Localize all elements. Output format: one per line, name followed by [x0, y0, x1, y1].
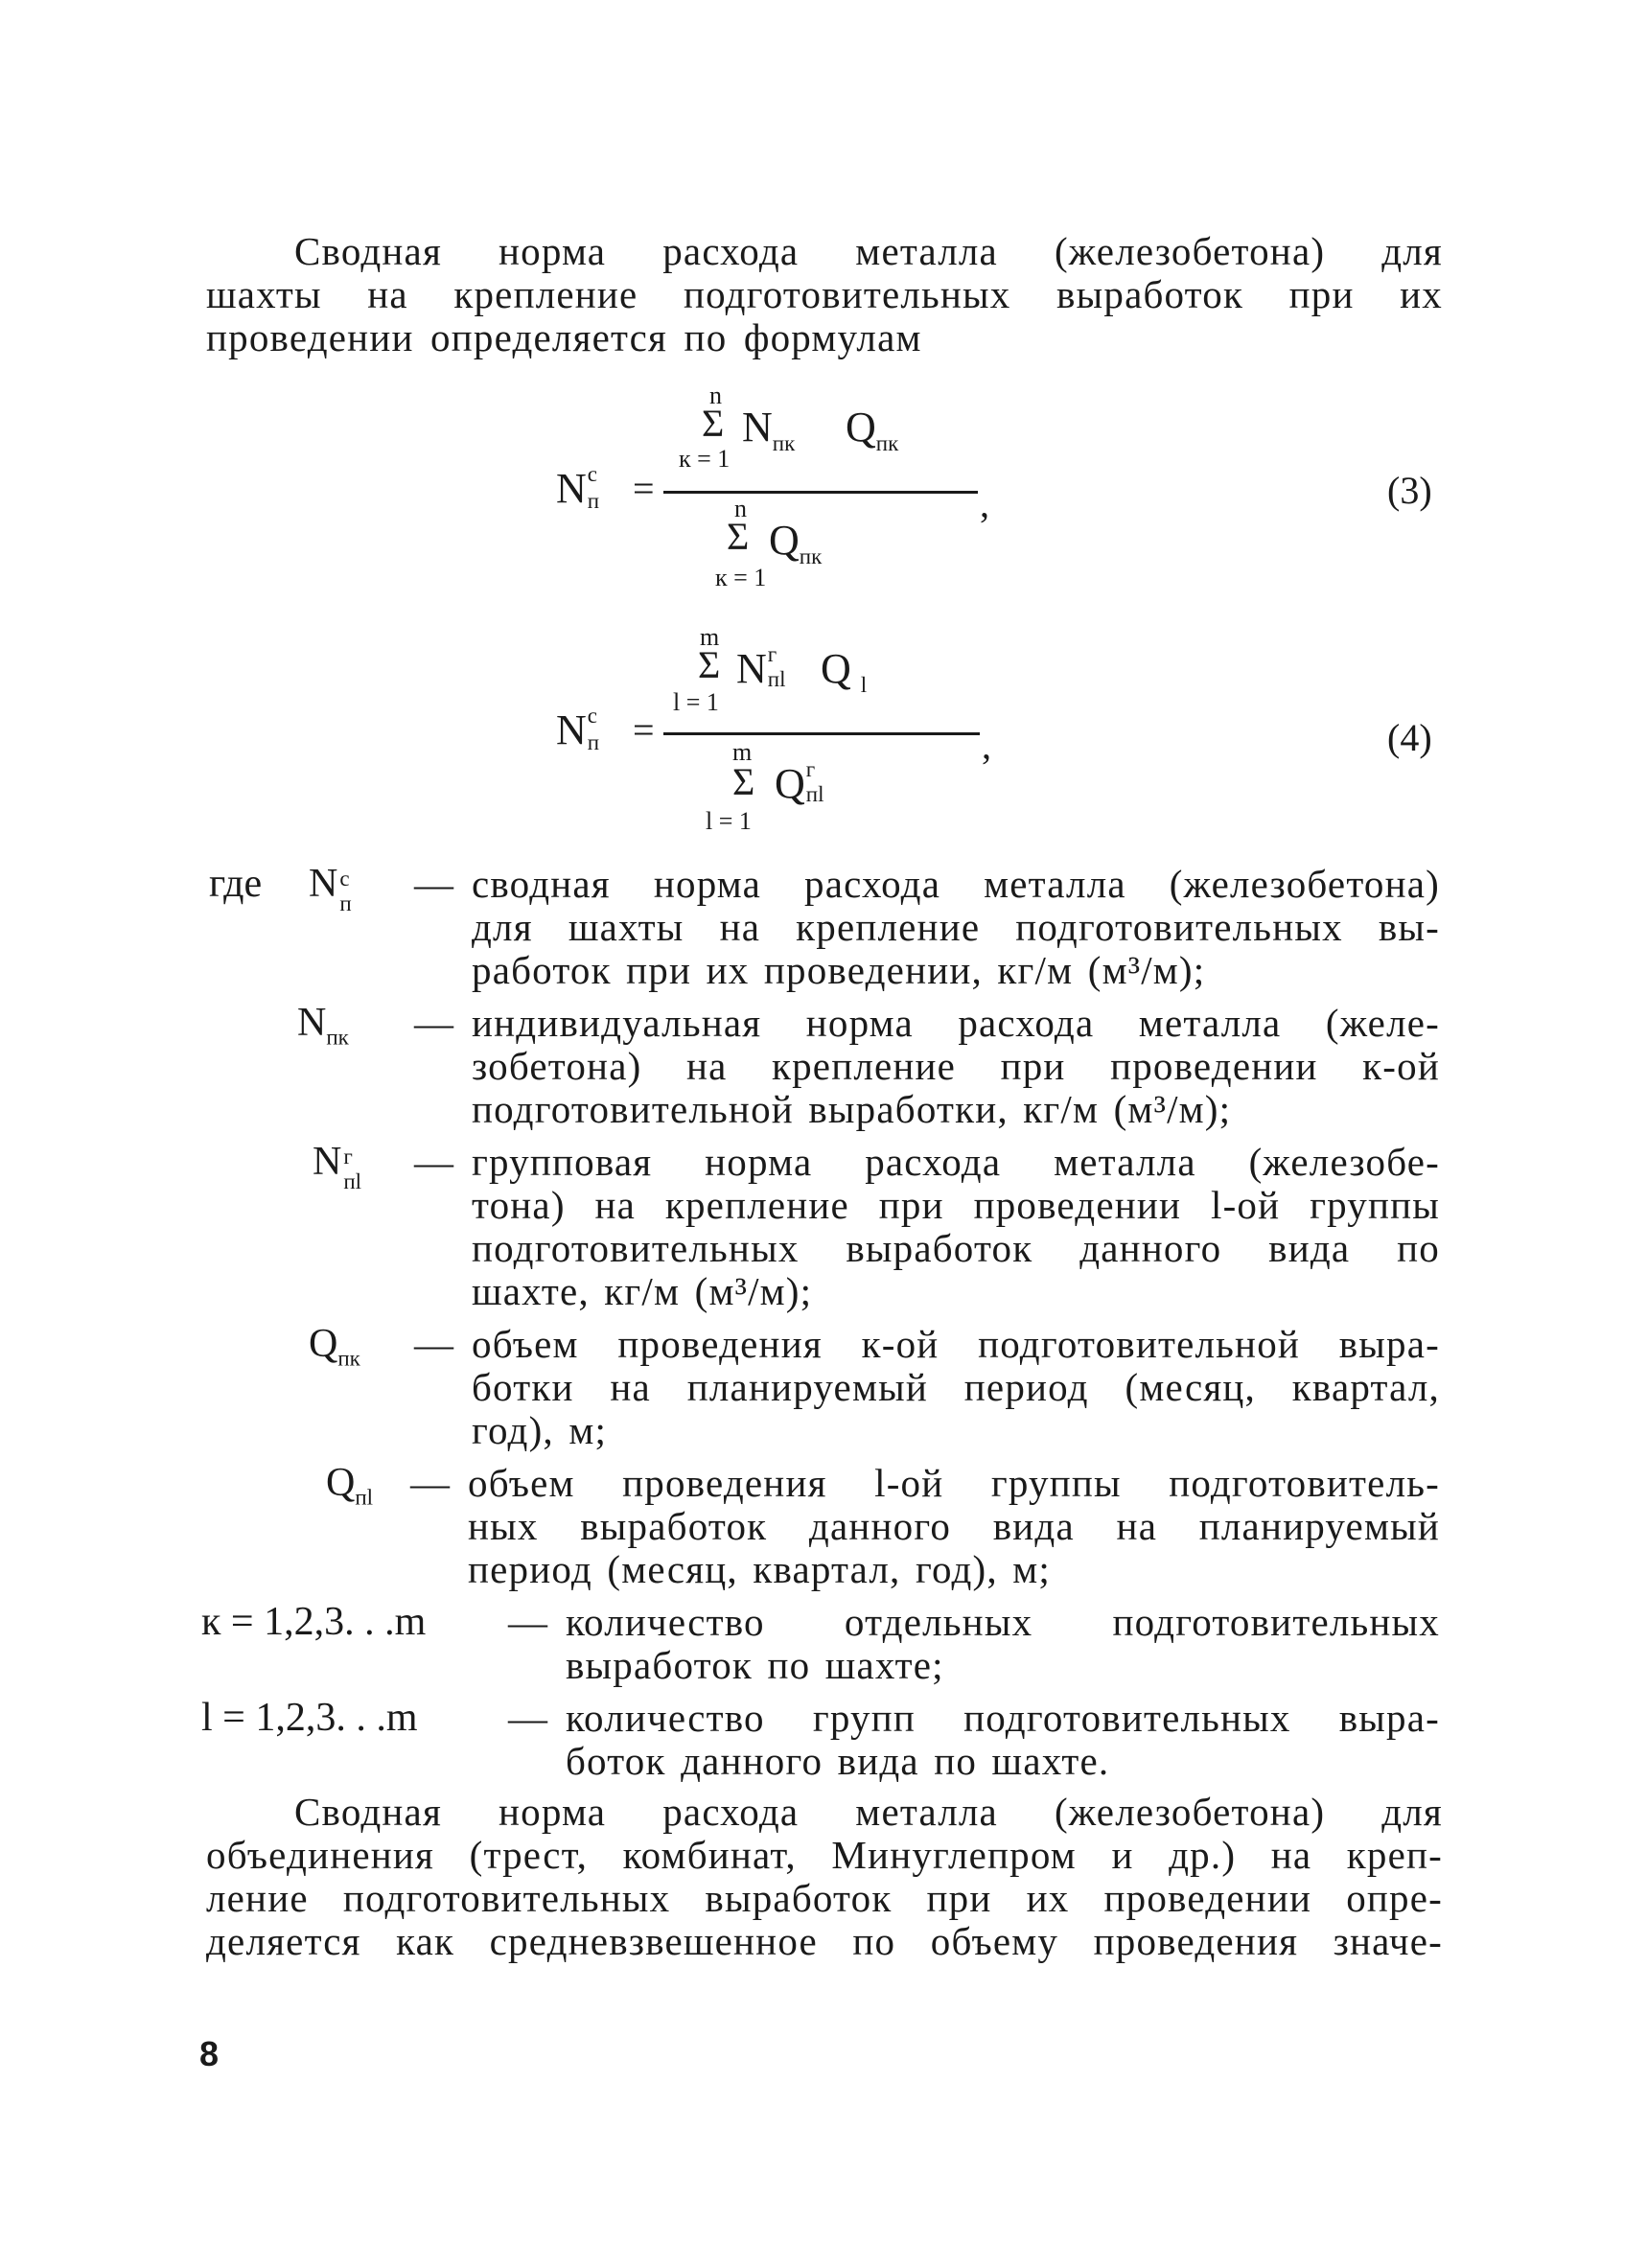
- definition-6-text: количество отдельных подготовительных выработок по шахте;: [566, 1600, 1440, 1687]
- definition-7-symbol: l = 1,2,3. . .m: [201, 1696, 418, 1740]
- formula-4-number: (4): [1387, 716, 1432, 759]
- intro-line-2: шахты на крепление подготовительных выработок при их: [206, 272, 1443, 316]
- definition-6-symbol: к = 1,2,3. . .m: [201, 1600, 427, 1644]
- formula-3-num-term-N: $N_{пк}$: [742, 404, 796, 455]
- definition-2-symbol: $N_{пк}$: [297, 1001, 349, 1050]
- formula-4-den-upper-limit: m: [732, 738, 753, 766]
- formula-4-den-sigma: Σ: [732, 760, 755, 803]
- formula-4-num-lower-limit: l = 1: [673, 688, 719, 716]
- formula-3-fraction-bar: [663, 491, 978, 494]
- formula-3-den-term-Q: $Q_{пк}$: [769, 517, 823, 568]
- formula-4-num-term-N: N г пl: [736, 642, 786, 692]
- definition-7-text: количество групп подготовительных выра- боток данного вида по шахте.: [566, 1696, 1440, 1783]
- definition-2-dash: —: [414, 1001, 453, 1045]
- formula-4-den-term-Q: Q г пl: [775, 757, 824, 807]
- definition-3-text: групповая норма расхода металла (железобе- тона) на крепление при проведении l-ой группы подготовительных выработок данного вида по шахте, кг/м (м³/м);: [472, 1140, 1440, 1313]
- final-paragraph: [206, 1791, 1443, 1963]
- definition-1-symbol: N c п: [309, 862, 352, 915]
- formula-4-num-term-Q: Q $_l$: [821, 645, 868, 697]
- definition-7-dash: —: [508, 1696, 547, 1740]
- formula-4-lhs: N c п: [556, 704, 600, 755]
- intro-line-3: проведении определяется по формулам: [206, 315, 922, 359]
- formula-3-number: (3): [1387, 469, 1432, 512]
- definition-4-dash: —: [414, 1322, 453, 1366]
- final-line-3: ление подготовительных выработок при их проведении опре-: [206, 1876, 1443, 1920]
- formula-4-equals: =: [633, 708, 655, 752]
- formula-3-equals: =: [633, 467, 655, 510]
- definition-5-text: объем проведения l-ой группы подготовитель- ных выработок данного вида на планируемый период (месяц, квартал, год), м;: [468, 1461, 1440, 1591]
- page-number: 8: [199, 2034, 220, 2073]
- definition-5-symbol: $Q_{пl}$: [326, 1461, 374, 1510]
- formula-4-num-sigma: Σ: [698, 643, 721, 686]
- final-line-1: Сводная норма расхода металла (железобетона) для: [294, 1790, 1443, 1834]
- formula-3-num-lower-limit: к = 1: [679, 445, 731, 473]
- formula-3-comma: ,: [980, 482, 989, 525]
- formula-3-den-upper-limit: n: [734, 495, 747, 522]
- formula-3-num-term-Q: $Q_{пк}$: [846, 404, 899, 455]
- definition-4-symbol: $Q_{пк}$: [309, 1322, 360, 1371]
- definition-1-text: сводная норма расхода металла (железобетона) для шахты на крепление подготовительных вы- работок при их проведении, кг/м (м³/м);: [472, 862, 1440, 992]
- final-line-4: деляется как средневзвешенное по объему проведения значе-: [206, 1919, 1443, 1963]
- intro-line-1: Сводная норма расхода металла (железобетона) для: [294, 229, 1443, 273]
- intro-paragraph: [206, 230, 1443, 359]
- formula-4-fraction-bar: [663, 732, 980, 735]
- formula-3-num-sigma: Σ: [702, 402, 725, 445]
- formula-3: [537, 382, 1074, 612]
- where-word: где: [209, 862, 263, 906]
- formula-4-num-upper-limit: m: [700, 623, 720, 651]
- definition-3-symbol: N г пl: [313, 1140, 362, 1193]
- definition-4-text: объем проведения к-ой подготовительной выра- ботки на планируемый период (месяц, квартал, год), м;: [472, 1322, 1440, 1452]
- definition-2-text: индивидуальная норма расхода металла (желе- зобетона) на крепление при проведении к-ой подготовительной выработки, кг/м (м³/м);: [472, 1001, 1440, 1131]
- definition-1-dash: —: [414, 862, 453, 906]
- definition-6-dash: —: [508, 1600, 547, 1644]
- definition-5-dash: —: [410, 1461, 450, 1505]
- formula-3-den-lower-limit: к = 1: [715, 564, 767, 591]
- formula-3-lhs: N c п: [556, 462, 600, 514]
- formula-4-den-lower-limit: l = 1: [706, 807, 752, 835]
- formula-4-comma: ,: [982, 724, 991, 767]
- definition-3-dash: —: [414, 1140, 453, 1184]
- formula-4: [537, 623, 1074, 853]
- formula-3-num-upper-limit: n: [709, 382, 722, 409]
- final-line-2: объединения (трест, комбинат, Минуглепром и др.) на креп-: [206, 1833, 1443, 1877]
- formula-3-den-sigma: Σ: [727, 515, 750, 558]
